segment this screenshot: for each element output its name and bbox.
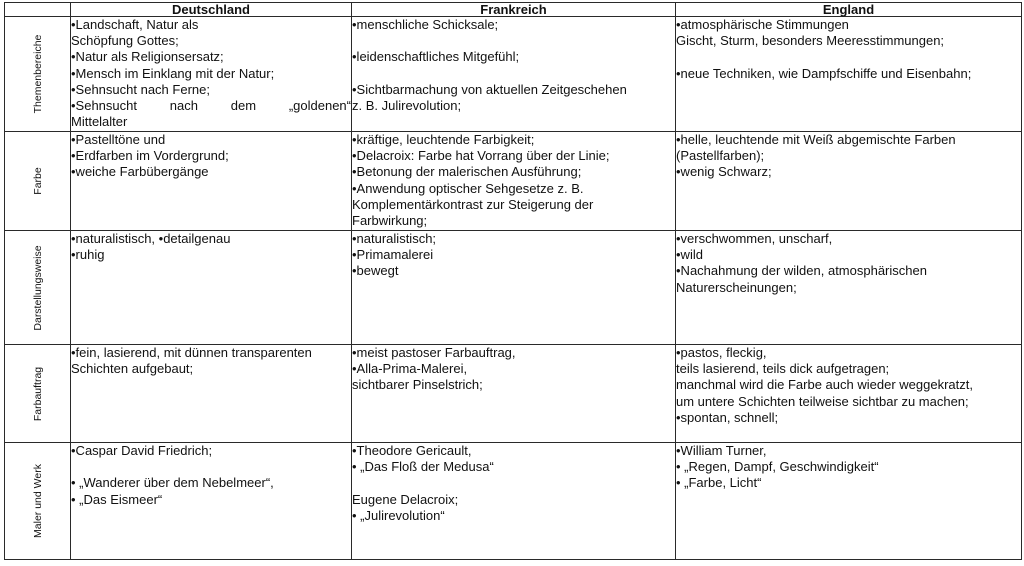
cell-line: •spontan, schnell; bbox=[676, 409, 779, 425]
cell-line: •Landschaft, Natur als bbox=[71, 17, 199, 32]
cell-line: •Nachahmung der wilden, atmosphärischen bbox=[676, 263, 927, 279]
cell-line: •wild bbox=[676, 247, 703, 263]
cell-line: •Alla-Prima-Malerei, bbox=[352, 361, 468, 377]
cell-line: •weiche Farbübergänge bbox=[71, 164, 209, 180]
cell-england bbox=[676, 443, 1022, 560]
cell-line bbox=[352, 33, 675, 49]
cell-line: •Mensch im Einklang mit der Natur; bbox=[71, 65, 275, 81]
cell-line: • „Wanderer über dem Nebelmeer“, bbox=[71, 475, 274, 491]
header-corner bbox=[5, 3, 71, 17]
row-farbe bbox=[5, 132, 1022, 231]
cell-line: •kräftige, leuchtende Farbigkeit; bbox=[352, 132, 535, 147]
cell-deutschland bbox=[71, 17, 352, 132]
cell-line: •naturalistisch; bbox=[352, 231, 437, 246]
cell-line: •William Turner, bbox=[676, 443, 767, 458]
cell-line: Eugene Delacroix; bbox=[352, 491, 459, 507]
cell-line: Schöpfung Gottes; bbox=[71, 33, 179, 49]
row-label-cell bbox=[5, 17, 71, 132]
cell-england bbox=[676, 345, 1022, 443]
cell-line: •Delacroix: Farbe hat Vorrang über der Linie; bbox=[352, 148, 610, 164]
cell-line bbox=[676, 49, 1021, 65]
cell-line bbox=[352, 475, 675, 491]
cell-line: •leidenschaftliches Mitgefühl; bbox=[352, 49, 520, 65]
cell-line bbox=[71, 459, 351, 475]
row-label-cell bbox=[5, 345, 71, 443]
cell-line: •naturalistisch, •detailgenau bbox=[71, 231, 231, 246]
cell-line: •Primamalerei bbox=[352, 247, 434, 263]
cell-line: (Pastellfarben); bbox=[676, 148, 765, 164]
cell-england bbox=[676, 132, 1022, 231]
row-label-cell bbox=[5, 231, 71, 345]
cell-line: •wenig Schwarz; bbox=[676, 164, 772, 180]
cell-line: •neue Techniken, wie Dampfschiffe und Eisenbahn; bbox=[676, 65, 972, 81]
cell-line: •pastos, fleckig, bbox=[676, 345, 767, 360]
cell-frankreich bbox=[352, 231, 676, 345]
cell-line: sichtbarer Pinselstrich; bbox=[352, 377, 483, 393]
header-england: England bbox=[676, 3, 1022, 17]
cell-line: •fein, lasierend, mit dünnen transparenten bbox=[71, 345, 312, 360]
cell-line: Mittelalter bbox=[71, 114, 128, 130]
row-maler-und-werk bbox=[5, 443, 1022, 560]
cell-line: manchmal wird die Farbe auch wieder weggekratzt, bbox=[676, 377, 973, 393]
cell-line: •Natur als Religionsersatz; bbox=[71, 49, 224, 65]
cell-line: z. B. Julirevolution; bbox=[352, 97, 462, 113]
cell-word: nach bbox=[169, 98, 198, 114]
cell-line: Schichten aufgebaut; bbox=[71, 361, 194, 377]
cell-frankreich bbox=[352, 443, 676, 560]
cell-line: •meist pastoser Farbauftrag, bbox=[352, 345, 516, 360]
cell-line: • „Das Eismeer“ bbox=[71, 491, 163, 507]
cell-deutschland bbox=[71, 231, 352, 345]
comparison-table bbox=[4, 2, 1022, 560]
cell-line: •Erdfarben im Vordergrund; bbox=[71, 148, 229, 164]
cell-line: •atmosphärische Stimmungen bbox=[676, 17, 849, 32]
cell-line: •verschwommen, unscharf, bbox=[676, 231, 833, 246]
cell-line: • „Regen, Dampf, Geschwindigkeit“ bbox=[676, 459, 879, 475]
header-frankreich: Frankreich bbox=[352, 3, 676, 17]
cell-line-justified bbox=[71, 98, 351, 114]
cell-england bbox=[676, 231, 1022, 345]
cell-line: •Anwendung optischer Sehgesetze z. B. bbox=[352, 180, 584, 196]
row-label-cell bbox=[5, 443, 71, 560]
cell-line: Farbwirkung; bbox=[352, 213, 428, 229]
cell-line: •Sehnsucht nach Ferne; bbox=[71, 81, 210, 97]
cell-line: Komplementärkontrast zur Steigerung der bbox=[352, 196, 594, 212]
cell-line: •Sichtbarmachung von aktuellen Zeitgeschehen bbox=[352, 81, 627, 97]
cell-line bbox=[352, 66, 675, 82]
row-label-cell bbox=[5, 132, 71, 231]
cell-line: •Caspar David Friedrich; bbox=[71, 443, 213, 458]
row-farbauftrag bbox=[5, 345, 1022, 443]
cell-word: „goldenen“ bbox=[288, 98, 351, 114]
cell-deutschland bbox=[71, 443, 352, 560]
cell-line: teils lasierend, teils dick aufgetragen; bbox=[676, 361, 890, 377]
row-themenbereiche bbox=[5, 17, 1022, 132]
cell-frankreich bbox=[352, 132, 676, 231]
cell-deutschland bbox=[71, 132, 352, 231]
row-label: Themenbereiche bbox=[31, 34, 44, 114]
cell-word: dem bbox=[230, 98, 257, 114]
row-darstellungsweise bbox=[5, 231, 1022, 345]
header-deutschland: Deutschland bbox=[71, 3, 352, 17]
cell-line: Gischt, Sturm, besonders Meeresstimmungen; bbox=[676, 33, 945, 49]
row-label: Farbe bbox=[31, 167, 44, 195]
cell-england bbox=[676, 17, 1022, 132]
cell-line: •ruhig bbox=[71, 247, 105, 263]
cell-frankreich bbox=[352, 345, 676, 443]
row-label: Farbauftrag bbox=[31, 366, 44, 421]
cell-deutschland bbox=[71, 345, 352, 443]
header-row bbox=[5, 3, 1022, 17]
cell-line: Naturerscheinungen; bbox=[676, 279, 797, 295]
cell-line: •helle, leuchtende mit Weiß abgemischte Farben bbox=[676, 132, 956, 147]
cell-line: •bewegt bbox=[352, 263, 399, 279]
row-label: Darstellungsweise bbox=[31, 244, 44, 331]
row-label: Maler und Werk bbox=[31, 464, 44, 538]
cell-line: •Pastelltöne und bbox=[71, 132, 166, 147]
cell-line: • „Das Floß der Medusa“ bbox=[352, 459, 494, 475]
cell-line: um untere Schichten teilweise sichtbar zu machen; bbox=[676, 393, 969, 409]
cell-line: • „Farbe, Licht“ bbox=[676, 475, 762, 491]
cell-line: •menschliche Schicksale; bbox=[352, 17, 499, 32]
cell-line: •Theodore Gericault, bbox=[352, 443, 472, 458]
cell-line: • „Julirevolution“ bbox=[352, 507, 445, 523]
cell-line: •Betonung der malerischen Ausführung; bbox=[352, 164, 582, 180]
cell-frankreich bbox=[352, 17, 676, 132]
cell-word: •Sehnsucht bbox=[71, 98, 137, 114]
